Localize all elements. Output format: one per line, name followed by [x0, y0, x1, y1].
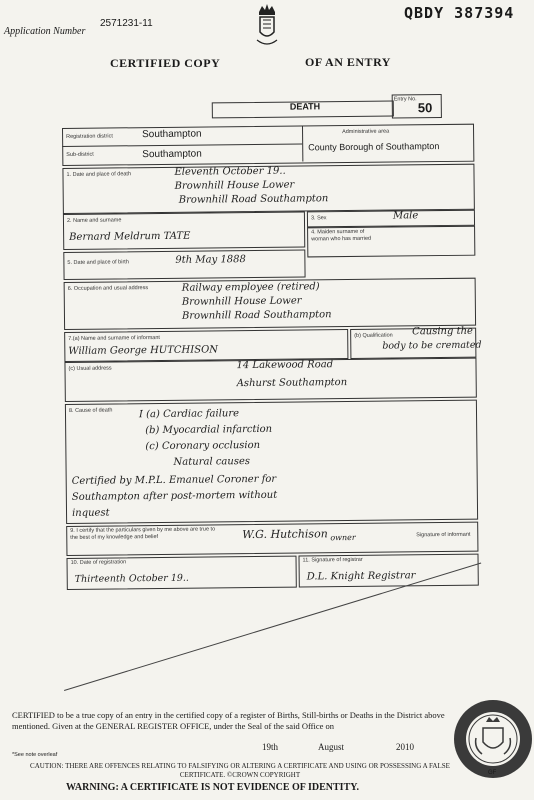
field-cause-of-death: [65, 400, 478, 524]
address-line-1: 14 Lakewood Road: [236, 359, 334, 372]
footer-note: *See note overleaf: [12, 752, 58, 758]
date-of-birth: 9th May 1888: [175, 254, 246, 266]
footer-day: 19th: [262, 742, 279, 752]
certified-line-3: inquest: [71, 507, 110, 519]
registrar-signature: D.L. Knight Registrar: [306, 570, 416, 583]
general-register-office-seal-icon: [452, 698, 534, 780]
certificate-serial: QBDY 387394: [404, 4, 515, 22]
form-heading: DEATH: [289, 101, 321, 112]
date-of-registration-label: 10. Date of registration: [70, 559, 127, 566]
entry-number: 50: [417, 100, 433, 116]
field-sex: [307, 210, 475, 228]
informant-signature: W.G. Hutchison: [242, 527, 328, 542]
registration-district: Southampton: [142, 128, 202, 141]
occupation-line-1: Railway employee (retired): [181, 281, 320, 294]
application-number: 2571231-11: [100, 18, 153, 29]
caution-text: CAUTION: THERE ARE OFFENCES RELATING TO FALSIFYING OR ALTERING A CERTIFICATE AND USING OR POSSESSING A FALSE CERTIFICATE. ©CROWN COPYRIGHT: [30, 762, 450, 779]
address-line-2: Ashurst Southampton: [236, 377, 348, 390]
death-entry-form: [62, 96, 482, 590]
informant-label: 7.(a) Name and surname of informant: [68, 334, 160, 342]
sex-value: Male: [392, 210, 419, 222]
title-certified-copy: CERTIFIED COPY: [110, 56, 221, 70]
occupation-line-2: Brownhill House Lower: [181, 295, 302, 308]
date-place-death-label: 1. Date and place of death: [66, 171, 132, 178]
name-label: 2. Name and surname: [66, 217, 122, 224]
entry-number-label: Entry No.: [393, 96, 417, 103]
usual-address-label: (c) Usual address: [68, 365, 112, 372]
cause-of-death-label: 8. Cause of death: [68, 407, 113, 414]
occupation-label: 6. Occupation and usual address: [67, 285, 149, 292]
administrative-area-label: Administrative area: [342, 128, 390, 136]
title-of-an-entry: OF AN ENTRY: [305, 55, 391, 69]
sex-label: 3. Sex: [310, 215, 327, 222]
qualification-label: (b) Qualification: [354, 332, 393, 339]
occupation-line-3: Brownhill Road Southampton: [181, 309, 332, 322]
footer-year: 2010: [396, 742, 414, 752]
certified-line-2: Southampton after post-mortem without: [71, 489, 278, 503]
administrative-area: County Borough of Southampton: [308, 141, 440, 153]
cause-a: I (a) Cardiac failure: [138, 408, 240, 421]
date-of-birth-label: 5. Date and place of birth: [67, 259, 129, 266]
sub-district: Southampton: [142, 148, 202, 161]
death-line-3: Brownhill Road Southampton: [178, 193, 329, 206]
date-of-registration: Thirteenth October 19..: [74, 572, 189, 585]
royal-crest-icon: [252, 2, 282, 54]
footer-month: August: [318, 742, 345, 752]
death-line-1: Eleventh October 19..: [174, 165, 286, 178]
warning-text: WARNING: A CERTIFICATE IS NOT EVIDENCE OF IDENTITY.: [66, 782, 360, 793]
cause-b: (b) Myocardial infarction: [145, 423, 273, 437]
death-line-2: Brownhill House Lower: [174, 179, 295, 192]
certified-line-1: Certified by M.P.L. Emanuel Coroner for: [71, 473, 277, 487]
certified-statement: CERTIFIED to be a true copy of an entry in the certified copy of a register of Births, Still-births or Deaths in the District above mentioned. Given at the GENERAL REGISTER OFFICE, under the Seal of the said Office on: [12, 710, 445, 731]
cause-c: (c) Coronary occlusion: [145, 439, 261, 453]
cause-natural: Natural causes: [173, 456, 251, 468]
deceased-name: Bernard Meldrum TATE: [69, 230, 191, 243]
qualification-line-2: body to be cremated: [382, 339, 482, 352]
application-number-label: Application Number: [4, 26, 86, 37]
registrar-label: 11. Signature of registrar: [302, 556, 363, 564]
maiden-surname-label: 4. Maiden surname of woman who has married: [311, 228, 372, 243]
registration-district-label: Registration district: [66, 133, 113, 140]
informant-name: William George HUTCHISON: [68, 344, 219, 357]
signature-note: owner: [330, 532, 356, 543]
sub-district-label: Sub-district: [66, 151, 94, 158]
certify-label: 9. I certify that the particulars given by me above are true to the best of my knowledge and belief: [70, 526, 216, 541]
form-code: GF: [488, 770, 497, 776]
qualification-line-1: Causing the: [412, 325, 473, 338]
signature-of-informant-label: Signature of informant: [416, 531, 471, 539]
